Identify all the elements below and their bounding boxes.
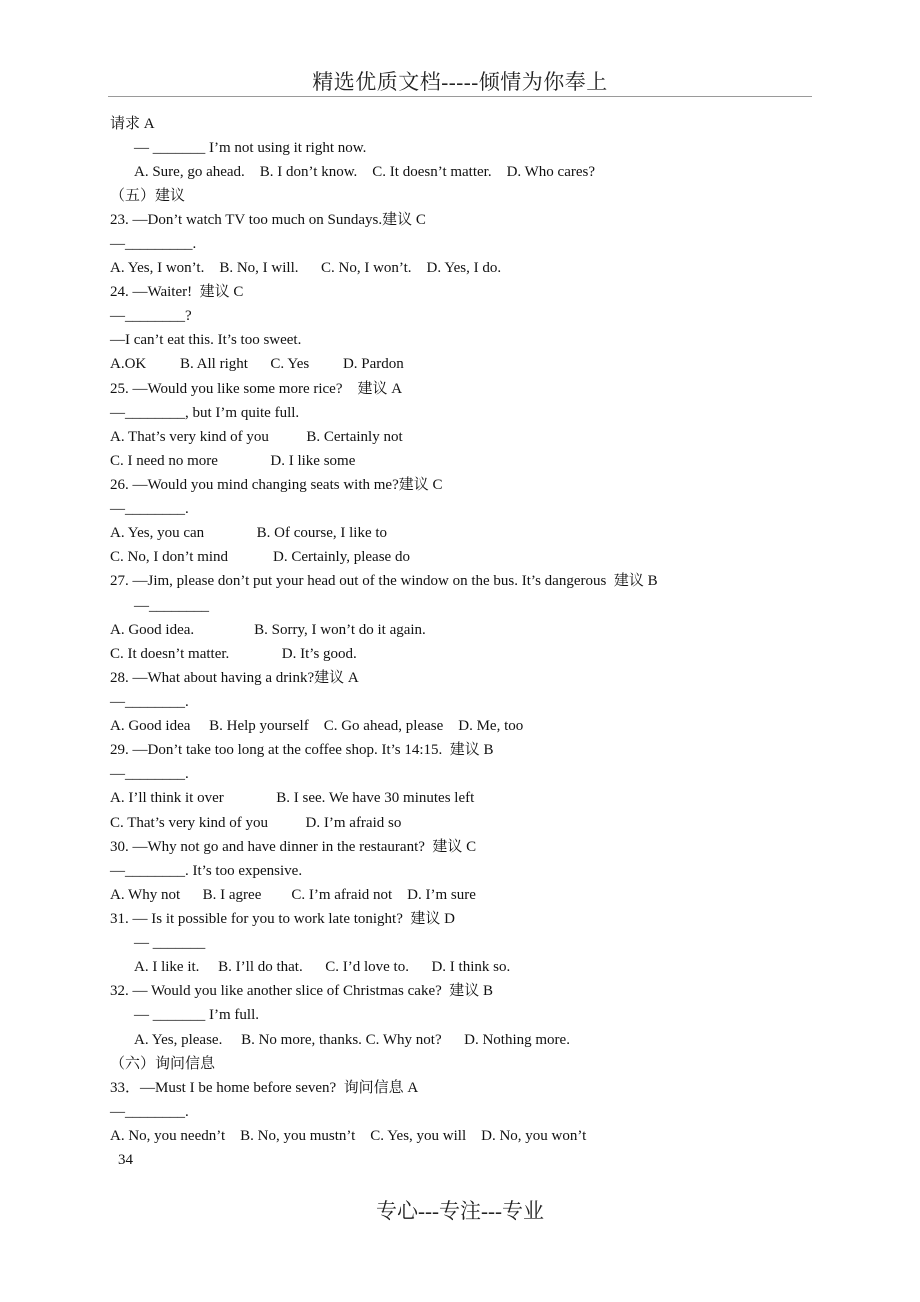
text-line: —________. [110, 694, 189, 710]
page-footer-text: 专心---专注---专业 [376, 1199, 544, 1223]
options-line: C. It doesn’t matter. D. It’s good. [110, 646, 357, 662]
question-line: 31. — Is it possible for you to work late tonight? 建议 D [110, 911, 455, 927]
question-line: 33．—Must I be home before seven? 询问信息 A [110, 1080, 419, 1096]
options-line: A. No, you needn’t B. No, you mustn’t C. Yes, you will D. No, you won’t [110, 1128, 587, 1144]
options-line: A. Good idea. B. Sorry, I won’t do it again. [110, 622, 426, 638]
text-line: A. Sure, go ahead. B. I don’t know. C. It doesn’t matter. D. Who cares? [134, 164, 596, 180]
question-line: 32. — Would you like another slice of Christmas cake? 建议 B [110, 983, 494, 999]
question-line: 26. —Would you mind changing seats with me?建议 C [110, 477, 443, 493]
question-line: 30. —Why not go and have dinner in the restaurant? 建议 C [110, 839, 477, 855]
question-line: 23. —Don’t watch TV too much on Sundays.建议 C [110, 212, 426, 228]
text-line: — _______ I’m not using it right now. [134, 140, 367, 156]
options-line: A. Good idea B. Help yourself C. Go ahead, please D. Me, too [110, 718, 524, 734]
question-number: 34 [118, 1152, 133, 1168]
section-heading: （六）询问信息 [110, 1056, 216, 1072]
text-line: —________ [134, 598, 209, 614]
text-line: —________. [110, 1104, 189, 1120]
question-line: 24. —Waiter! 建议 C [110, 284, 244, 300]
text-line: —________? [110, 308, 192, 324]
options-line: A. I like it. B. I’ll do that. C. I’d love to. D. I think so. [134, 959, 511, 975]
options-line: A. Yes, you can B. Of course, I like to [110, 525, 388, 541]
question-line: 28. —What about having a drink?建议 A [110, 670, 359, 686]
options-line: A.OK B. All right C. Yes D. Pardon [110, 356, 404, 372]
page-header-title: 精选优质文档-----倾情为你奉上 [312, 70, 608, 94]
options-line: C. No, I don’t mind D. Certainly, please do [110, 549, 410, 565]
text-line: —I can’t eat this. It’s too sweet. [110, 332, 302, 348]
options-line: A. Yes, please. B. No more, thanks. C. Why not? D. Nothing more. [134, 1032, 570, 1048]
text-line: —________. [110, 766, 189, 782]
text-line: — _______ [134, 935, 206, 951]
question-line: 29. —Don’t take too long at the coffee shop. It’s 14:15. 建议 B [110, 742, 494, 758]
options-line: A. That’s very kind of you B. Certainly not [110, 429, 403, 445]
text-line: —________, but I’m quite full. [110, 405, 300, 421]
section-heading: （五）建议 [110, 188, 186, 204]
text-line: —_________. [110, 236, 197, 252]
text-line: — _______ I’m full. [134, 1007, 259, 1023]
options-line: C. That’s very kind of you D. I’m afraid so [110, 815, 402, 831]
options-line: C. I need no more D. I like some [110, 453, 356, 469]
question-line: 25. —Would you like some more rice? 建议 A [110, 381, 403, 397]
options-line: A. Yes, I won’t. B. No, I will. C. No, I won’t. D. Yes, I do. [110, 260, 502, 276]
text-line: —________. It’s too expensive. [110, 863, 303, 879]
question-line: 27. —Jim, please don’t put your head out of the window on the bus. It’s dangerous 建议 B [110, 573, 658, 589]
text-line: —________. [110, 501, 189, 517]
header-divider [108, 96, 812, 97]
options-line: A. I’ll think it over B. I see. We have 30 minutes left [110, 790, 475, 806]
text-line: 请求 A [110, 116, 155, 132]
options-line: A. Why not B. I agree C. I’m afraid not D. I’m sure [110, 887, 476, 903]
